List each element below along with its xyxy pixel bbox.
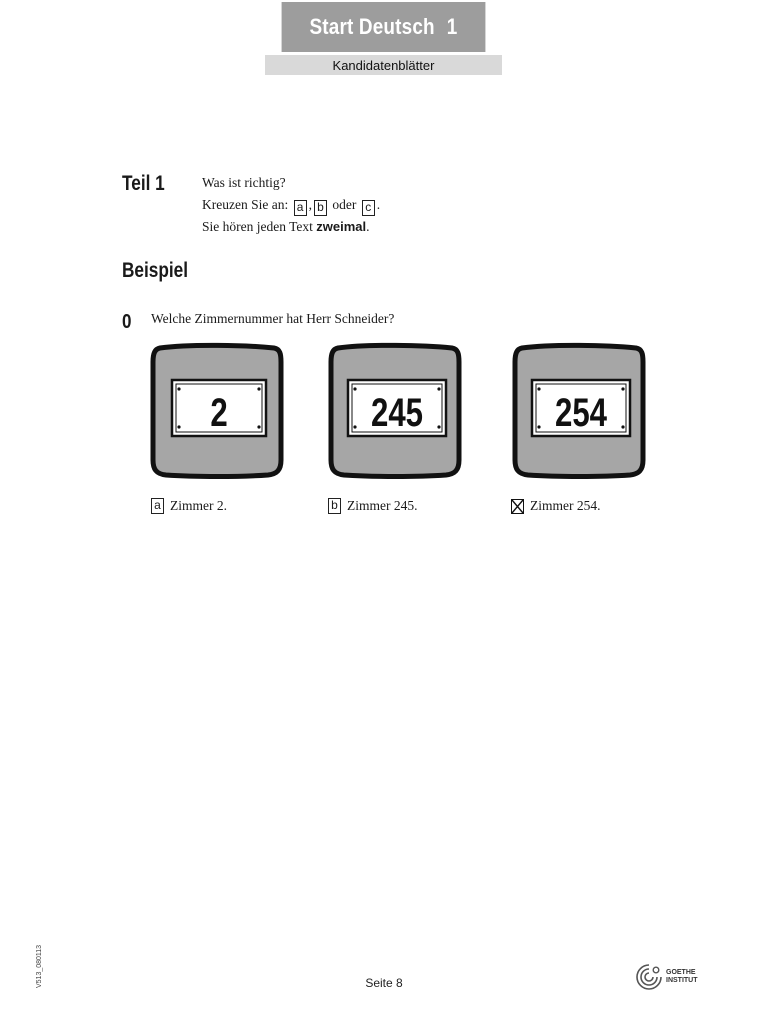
question-number: 0	[122, 311, 132, 333]
goethe-institut-logo	[634, 962, 698, 992]
room-plate-image-c	[512, 342, 646, 480]
exam-level: 1	[446, 14, 458, 39]
answer-option-c[interactable]	[511, 498, 601, 514]
room-plate-image-b	[328, 342, 462, 480]
instructions	[202, 172, 380, 238]
answer-text-b: Zimmer 245.	[347, 498, 418, 513]
exam-title-text: Start Deutsch	[309, 14, 435, 39]
answer-option-a[interactable]	[151, 498, 227, 514]
option-box-a: a	[294, 200, 307, 216]
answer-text-c: Zimmer 254.	[530, 498, 601, 513]
document-header	[265, 2, 502, 75]
page-number: Seite 8	[365, 976, 403, 990]
plate-number-b: 245	[370, 390, 424, 435]
option-box-b: b	[314, 200, 327, 216]
instruction-line-1: Was ist richtig?	[202, 175, 286, 190]
version-code: V513_080113	[36, 944, 43, 988]
logo-text-line1: GOETHE	[666, 969, 696, 976]
instruction-line-2: Kreuzen Sie an: a , b oder c .	[202, 197, 381, 214]
exam-subtitle: Kandidatenblätter	[265, 55, 502, 75]
plate-number-a: 2	[210, 390, 228, 435]
checkbox-b[interactable]: b	[328, 498, 341, 514]
exam-title	[282, 2, 486, 52]
plate-number-c: 254	[554, 390, 608, 435]
answer-option-b[interactable]	[328, 498, 418, 514]
logo-text-line2: INSTITUT	[666, 977, 698, 984]
checkbox-a[interactable]: a	[151, 498, 164, 514]
room-plate-image-a	[150, 342, 284, 480]
option-box-c: c	[362, 200, 375, 216]
instruction-line-3: Sie hören jeden Text zweimal.	[202, 219, 370, 234]
example-heading: Beispiel	[122, 259, 189, 282]
goethe-logo-icon	[634, 962, 664, 992]
emphasis-text: zweimal	[316, 219, 367, 234]
question-text: Welche Zimmernummer hat Herr Schneider?	[151, 311, 395, 326]
section-heading: Teil 1	[122, 172, 165, 195]
answer-text-a: Zimmer 2.	[170, 498, 227, 513]
checkmark-x-icon	[511, 499, 524, 514]
checkbox-c-checked[interactable]	[511, 499, 524, 514]
